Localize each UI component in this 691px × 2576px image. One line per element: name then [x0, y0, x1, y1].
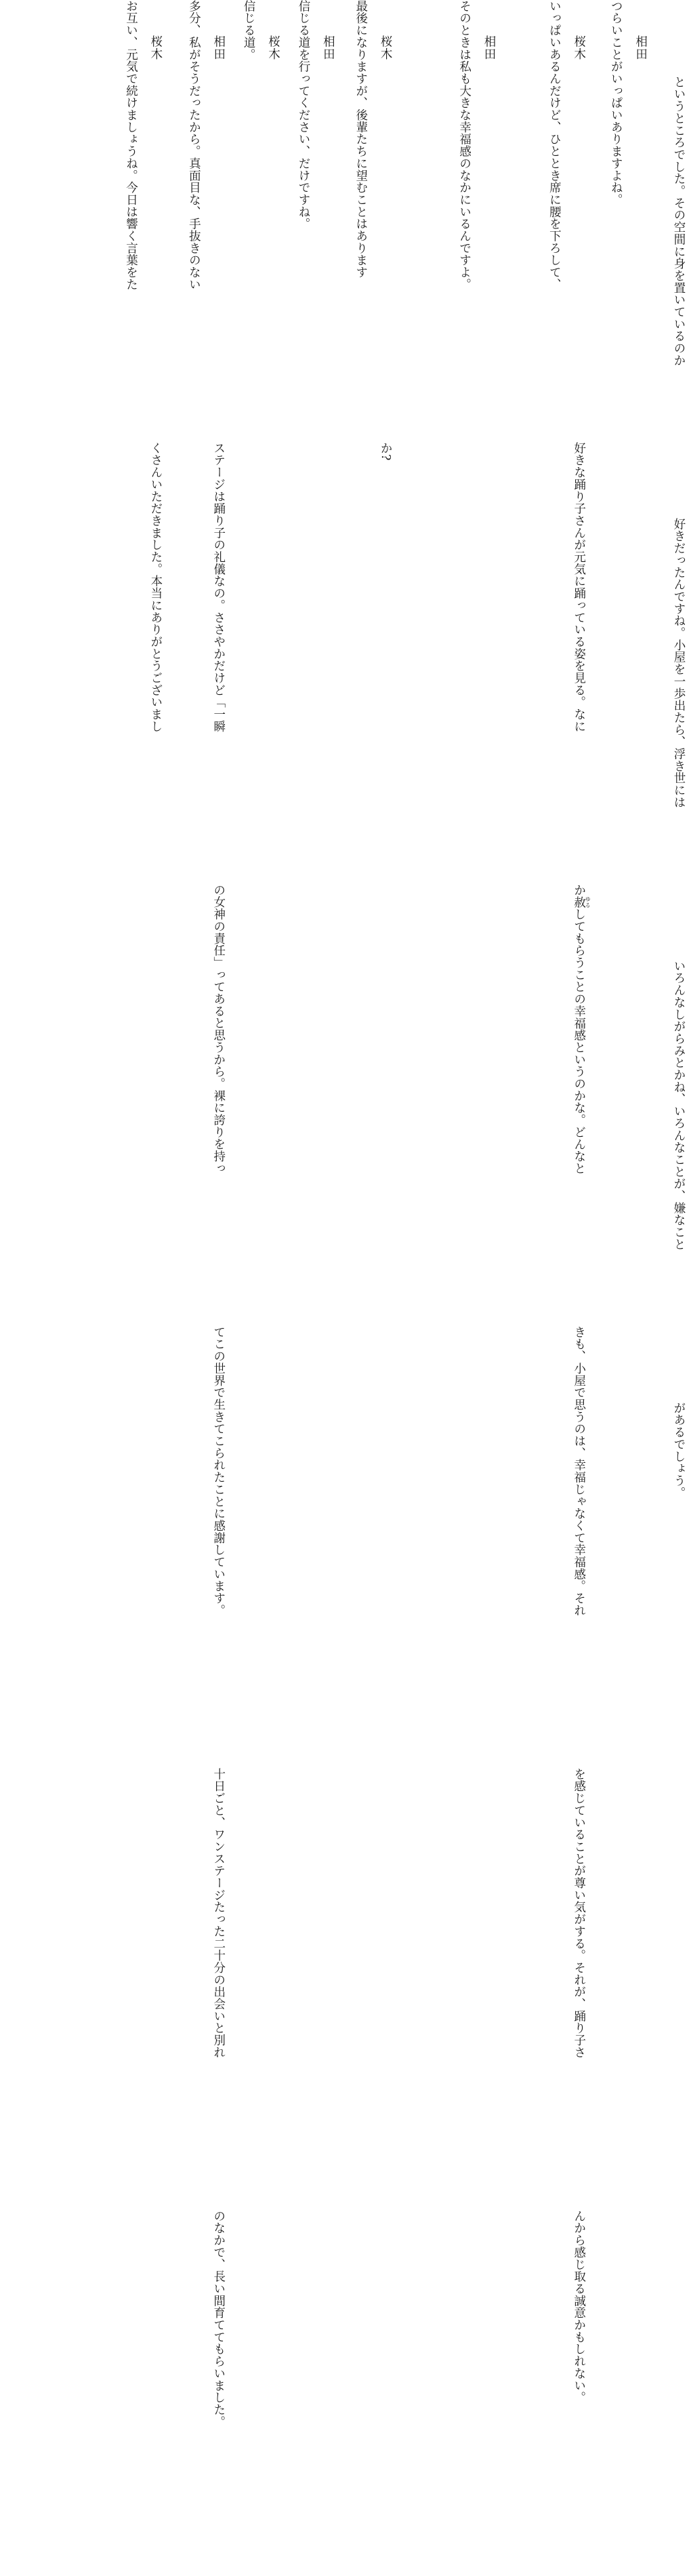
speech-line: いろんなしがらみとかね、いろんなことが、嫌なこと — [672, 960, 686, 1251]
dialogue-turn — [604, 0, 653, 434]
speech-line: 信じる道。 — [242, 0, 256, 61]
speech-line: 信じる道を行ってください、だけですね。 — [296, 0, 310, 230]
speech-line: いっぱいあるんだけど、ひととき席に腰を下ろして、 — [547, 0, 562, 291]
ruby-word: 赦ゆる — [572, 895, 591, 908]
speaker-name: 相田 — [633, 35, 648, 60]
speaker-name: 相田 — [211, 35, 226, 60]
speech-line-start: か — [572, 884, 586, 896]
speech-line: ステージは踊り子の礼儀なの。ささやかだけど「一瞬 — [211, 442, 226, 733]
speech-line: があるでしょう。 — [672, 1402, 686, 1499]
speech-line: つらいことがいっぱいありますよね。 — [609, 0, 623, 206]
speaker-name: 桜木 — [266, 35, 280, 60]
dialogue-turn — [667, 0, 691, 1499]
speech-line: を感じていることが尊い気がする。それが、踊り子さ — [572, 1768, 586, 2059]
dialogue-turn — [452, 0, 501, 434]
dialogue-turn — [542, 0, 591, 2404]
speaker-name: 桜木 — [148, 35, 163, 60]
speech-line: お互い、元気で続けましょうね。今日は響く言葉をた — [124, 0, 138, 291]
dialogue-turn — [348, 0, 398, 461]
dialogue-turn — [291, 0, 341, 434]
dialogue-turn — [182, 0, 231, 2428]
speech-line-with-ruby — [566, 884, 591, 1250]
speech-line: 好きな踊り子さんが元気に踊っている姿を見る。なに — [572, 442, 586, 733]
dialogue-turn — [119, 0, 168, 733]
speech-line: というところでした。その空間に身を置いているのか — [672, 76, 686, 367]
speech-line: のなかで、長い間育ててもらいました。 — [211, 2210, 226, 2428]
speaker-name: 相田 — [321, 35, 335, 60]
dialogue-turn — [236, 0, 286, 434]
speech-line: んから感じ取る誠意かもしれない。 — [572, 2210, 586, 2404]
speech-line-rest: してもらうことの幸福感というのかな。どんなと — [572, 908, 586, 1175]
speaker-name: 桜木 — [572, 35, 586, 60]
speech-line: か? — [379, 442, 393, 461]
speaker-name: 相田 — [482, 35, 496, 60]
speech-line: くさんいただきました。本当にありがとうございまし — [148, 442, 163, 733]
speech-line: 多分、私がそうだったから。真面目な、手抜きのない — [187, 0, 201, 291]
speaker-name: 桜木 — [379, 35, 393, 60]
speech-line: の女神の責任」ってあると思うから。裸に誇りを持っ — [211, 884, 226, 1175]
speech-line: 最後になりますが、後輩たちに望むことはあります — [354, 0, 368, 279]
speech-line: 好きだったんですね。小屋を一歩出たら、浮き世には — [672, 518, 686, 809]
speech-line: 十日ごと、ワンステージたった二十分の出会いと別れ — [211, 1768, 226, 2059]
speech-line: そのときは私も大きな幸福感のなかにいるんですよ。 — [457, 0, 472, 291]
speech-line: てこの世界で生きてこられたことに感謝しています。 — [211, 1326, 226, 1617]
speech-line: きも、小屋で思うのは、幸福じゃなくて幸福感。それ — [572, 1326, 586, 1617]
